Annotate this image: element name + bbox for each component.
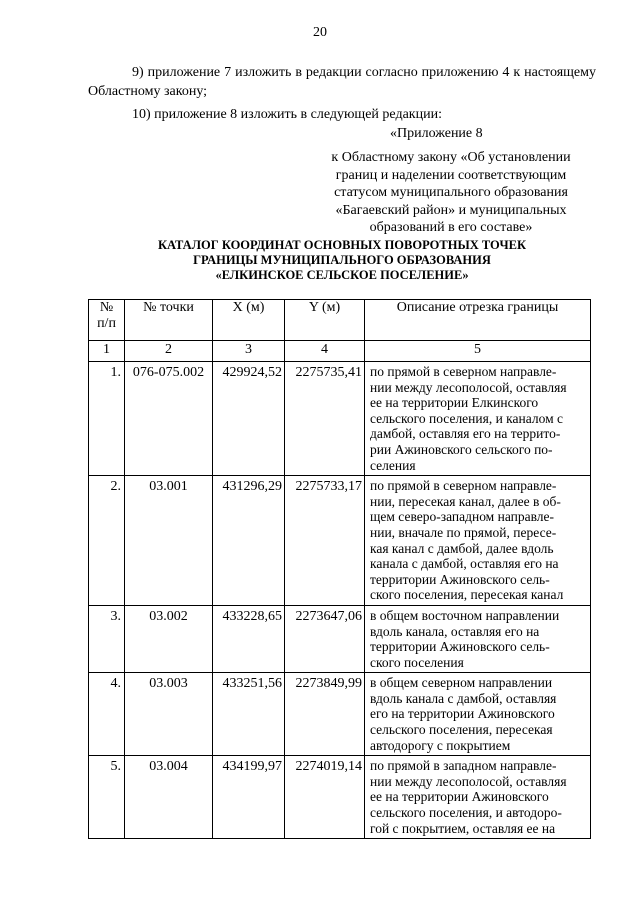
row-y-coordinate: 2273647,06 — [285, 605, 365, 672]
column-header-description: Описание отрезка границы — [365, 300, 591, 341]
description-line: в общем восточном направлении — [370, 607, 560, 623]
description-line: вдоль канала, оставляя его на — [370, 623, 540, 639]
description-line: кая канал с дамбой, далее вдоль — [370, 540, 554, 556]
row-description — [365, 756, 591, 839]
row-description — [365, 673, 591, 756]
row-description — [365, 605, 591, 672]
description-line: территории Ажиновского сель- — [370, 571, 550, 587]
description-line: по прямой в западном направле- — [370, 758, 557, 774]
row-index: 5. — [89, 756, 125, 839]
appendix-caption-line: к Областному закону «Об установлении — [331, 150, 571, 165]
column-header-x: X (м) — [213, 300, 285, 341]
row-y-coordinate: 2275733,17 — [285, 476, 365, 606]
table-row — [89, 756, 591, 839]
description-line: сельского поселения, пересекая — [370, 722, 553, 738]
paragraph-item-9: 9) приложение 7 изложить в редакции согласно приложению 4 к настоящему Областному закону; — [88, 65, 596, 99]
description-line: нии, пересекая канал, далее в об- — [370, 493, 561, 509]
column-number: 3 — [213, 341, 285, 362]
description-line: селения — [370, 457, 416, 473]
description-line: по прямой в северном направле- — [370, 478, 557, 494]
row-y-coordinate: 2275735,41 — [285, 362, 365, 476]
column-number: 2 — [125, 341, 213, 362]
description-line: сельского поселения, и каналом с — [370, 410, 564, 426]
row-x-coordinate: 433251,56 — [213, 673, 285, 756]
column-header-label: № п/п — [97, 300, 116, 331]
row-point-id: 03.003 — [125, 673, 213, 756]
catalog-heading-line: ГРАНИЦЫ МУНИЦИПАЛЬНОГО ОБРАЗОВАНИЯ — [193, 253, 491, 267]
row-index: 2. — [89, 476, 125, 606]
row-y-coordinate: 2273849,99 — [285, 673, 365, 756]
row-x-coordinate: 431296,29 — [213, 476, 285, 606]
description-line: ского поселения — [370, 654, 464, 670]
description-line: по прямой в северном направле- — [370, 364, 557, 379]
appendix-caption-line: «Багаевский район» и муниципальных — [335, 202, 567, 218]
appendix-title: «Приложение 8 — [390, 126, 483, 141]
appendix-caption — [306, 149, 596, 237]
description-line: нии между лесополосой, оставляя — [370, 379, 567, 395]
catalog-heading-line: КАТАЛОГ КООРДИНАТ ОСНОВНЫХ ПОВОРОТНЫХ ТОЧЕК — [157, 238, 527, 252]
table-row — [89, 605, 591, 672]
row-index: 1. — [89, 362, 125, 476]
appendix-caption-line: границ и наделении соответствующим — [335, 167, 567, 183]
column-header-y: Y (м) — [285, 300, 365, 341]
column-number: 1 — [89, 341, 125, 362]
description-line: в общем северном направлении — [370, 675, 553, 691]
column-header-number — [89, 300, 125, 341]
appendix-caption-line: образований в его составе» — [369, 220, 533, 235]
table-row — [89, 673, 591, 756]
description-line: нии между лесополосой, оставляя — [370, 773, 567, 789]
description-line: автодорогу с покрытием — [370, 737, 511, 753]
catalog-heading — [88, 238, 596, 283]
description-line: канала с дамбой, оставляя его на — [370, 556, 559, 572]
appendix-caption-line: статусом муниципального образования — [334, 185, 568, 200]
row-description — [365, 476, 591, 606]
page-number: 20 — [313, 25, 327, 40]
description-line: сельского поселения, и автодоро- — [370, 805, 562, 821]
row-x-coordinate: 433228,65 — [213, 605, 285, 672]
column-number: 4 — [285, 341, 365, 362]
row-index: 4. — [89, 673, 125, 756]
column-header-point: № точки — [125, 300, 213, 341]
description-line: щем северо-западном направле- — [370, 509, 555, 525]
table-row — [89, 476, 591, 606]
table-column-number-row — [89, 341, 591, 362]
description-line: дамбой, оставляя его на террито- — [370, 426, 561, 442]
row-point-id: 076-075.002 — [125, 362, 213, 476]
catalog-heading-line: «ЕЛКИНСКОЕ СЕЛЬСКОЕ ПОСЕЛЕНИЕ» — [215, 268, 469, 282]
description-line: вдоль канала с дамбой, оставляя — [370, 690, 557, 706]
row-y-coordinate: 2274019,14 — [285, 756, 365, 839]
coordinates-table — [88, 299, 591, 839]
description-line: ее на территории Елкинского — [370, 395, 539, 411]
row-point-id: 03.002 — [125, 605, 213, 672]
description-line: ского поселения, пересекая канал — [370, 587, 564, 603]
description-line: ее на территории Ажиновского — [370, 789, 549, 805]
row-point-id: 03.001 — [125, 476, 213, 606]
column-number: 5 — [365, 341, 591, 362]
row-index: 3. — [89, 605, 125, 672]
row-point-id: 03.004 — [125, 756, 213, 839]
description-line: гой с покрытием, оставляя ее на — [370, 820, 556, 836]
table-row — [89, 362, 591, 476]
row-x-coordinate: 434199,97 — [213, 756, 285, 839]
row-description — [365, 362, 591, 476]
description-line: территории Ажиновского сель- — [370, 639, 550, 655]
paragraph-item-10: 10) приложение 8 изложить в следующей редакции: — [132, 107, 442, 122]
description-line: нии, вначале по прямой, пересе- — [370, 524, 557, 540]
table-header-row — [89, 300, 591, 341]
description-line: его на территории Ажиновского — [370, 706, 555, 722]
description-line: рии Ажиновского сельского по- — [370, 441, 553, 457]
row-x-coordinate: 429924,52 — [213, 362, 285, 476]
